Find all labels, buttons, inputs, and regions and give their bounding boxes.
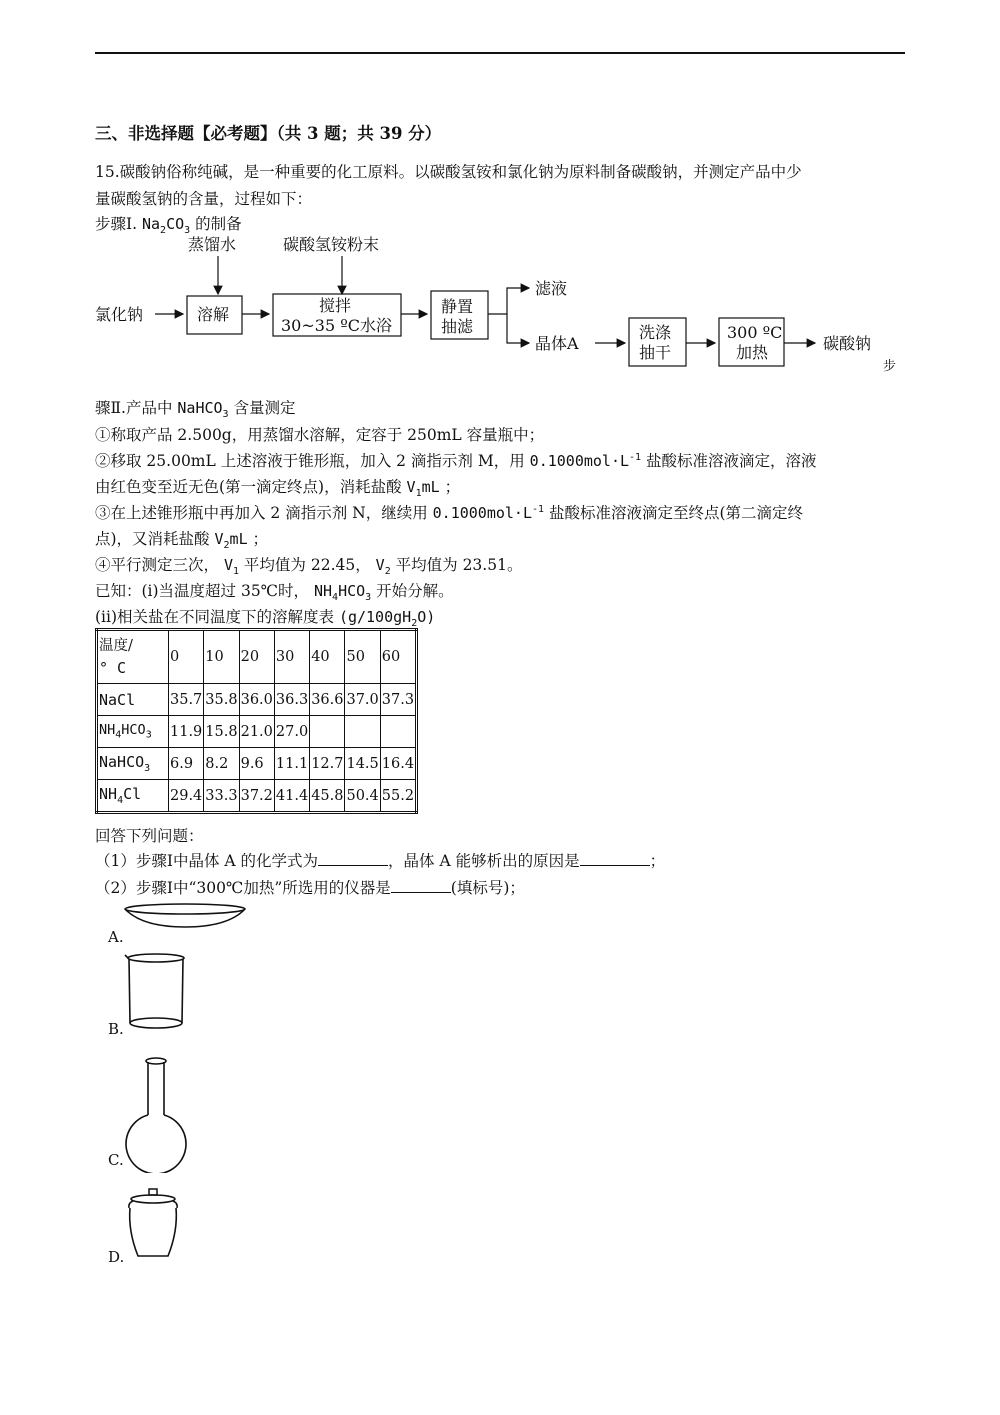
answer-blank-2[interactable] (580, 851, 650, 866)
answer-blank-3[interactable] (391, 878, 451, 893)
value-cell: 16.4 (380, 748, 416, 780)
arrow-crystal (507, 314, 529, 343)
round-bottom-flask-icon (124, 1055, 190, 1173)
temp-cell: 50 (345, 630, 380, 684)
flow-filtrate: 滤液 (535, 279, 568, 298)
step2-item2-line2: 由红色变至近无色(第一滴定终点)，消耗盐酸 $V_1mL$ ； (95, 478, 461, 499)
flow-product: 碳酸钠 (823, 334, 872, 353)
value-cell: 21.0 (239, 716, 274, 748)
value-cell: 55.2 (380, 780, 416, 813)
box-stir-label1: 搅拌 (319, 296, 352, 315)
flow-start-nacl: 氯化钠 (95, 305, 144, 324)
value-cell: 12.7 (310, 748, 345, 780)
value-cell: 29.4 (169, 780, 204, 813)
salt-name-cell: $NH_4HCO_3$ (97, 716, 169, 748)
value-cell: 11.9 (169, 716, 204, 748)
box-heat-label2: 加热 (736, 343, 769, 362)
value-cell: 27.0 (274, 716, 309, 748)
step2-title: 骤Ⅱ.产品中 NaHCO$_3$ 含量测定 (95, 399, 296, 420)
value-cell: 50.4 (345, 780, 380, 813)
value-cell: 37.3 (380, 684, 416, 716)
q15-intro-line2: 量碳酸氢钠的含量，过程如下： (95, 190, 313, 208)
value-cell: 36.3 (274, 684, 309, 716)
box-dissolve-label: 溶解 (197, 305, 230, 324)
value-cell: 33.3 (204, 780, 239, 813)
option-d-label[interactable]: D. (108, 1248, 125, 1266)
value-cell: 9.6 (239, 748, 274, 780)
option-b-label[interactable]: B. (108, 1020, 124, 1038)
process-flow-diagram (95, 234, 905, 384)
value-cell: 36.6 (310, 684, 345, 716)
flow-input-water: 蒸馏水 (188, 235, 237, 254)
flow-trail-text: 步 (883, 359, 897, 374)
solubility-table (95, 628, 418, 814)
value-cell: 14.5 (345, 748, 380, 780)
table-row (97, 780, 417, 813)
step1-title: 步骤Ⅰ. $Na_2CO_3$ 的制备 (95, 215, 242, 236)
value-cell: 36.0 (239, 684, 274, 716)
box-heat-label1: 300 ºC (727, 323, 783, 342)
value-cell: 45.8 (310, 780, 345, 813)
salt-name-cell: NaHCO$_3$ (97, 748, 169, 780)
question-2: （2）步骤Ⅰ中“300℃加热”所选用的仪器是 (填标号)； (95, 879, 525, 897)
value-cell: 37.2 (239, 780, 274, 813)
box-filter-label1: 静置 (441, 297, 474, 316)
value-cell: 37.0 (345, 684, 380, 716)
flow-crystal-a: 晶体A (535, 334, 579, 353)
value-cell: 11.1 (274, 748, 309, 780)
value-cell (380, 716, 416, 748)
arrow-filtrate (488, 288, 529, 314)
answer-prompt: 回答下列问题： (95, 827, 204, 845)
value-cell (310, 716, 345, 748)
step2-item3-line1: ③在上述锥形瓶中再加入 2 滴指示剂 N，继续用 $0.1000mol\cdot L^{-1}$ 盐酸标准溶液滴定至终点(第二滴定终 (95, 504, 804, 522)
known-2: (ii)相关盐在不同温度下的溶解度表 $(g/100gH_2O)$ (95, 608, 436, 629)
header-rule (95, 52, 905, 54)
temp-cell: 0 (169, 630, 204, 684)
header-cell: 温度/ ° C (97, 630, 169, 684)
table-header-row (97, 630, 417, 684)
salt-name-cell: $NH_4Cl$ (97, 780, 169, 813)
box-stir-label2: 30~35 ºC水浴 (281, 316, 392, 335)
salt-name-cell: NaCl (97, 684, 169, 716)
value-cell: 15.8 (204, 716, 239, 748)
option-a-label[interactable]: A. (108, 928, 124, 946)
temp-cell: 10 (204, 630, 239, 684)
value-cell: 35.8 (204, 684, 239, 716)
temp-cell: 30 (274, 630, 309, 684)
table-row (97, 684, 417, 716)
known-1: 已知：(i)当温度超过 35℃时， $NH_4HCO_3$ 开始分解。 (95, 582, 454, 603)
question-1: （1）步骤Ⅰ中晶体 A 的化学式为 ，晶体 A 能够析出的原因是 ； (95, 852, 666, 870)
box-filter-label2: 抽滤 (441, 317, 474, 336)
crucible-icon (124, 1186, 184, 1262)
section-title: 三、非选择题【必考题】（共 3 题；共 39 分） (95, 124, 442, 143)
temp-cell: 40 (310, 630, 345, 684)
beaker-icon (122, 950, 192, 1032)
option-c-label[interactable]: C. (108, 1151, 124, 1169)
box-wash-label1: 洗涤 (639, 323, 672, 342)
step2-item1: ①称取产品 2.500g，用蒸馏水溶解，定容于 250mL 容量瓶中； (95, 426, 545, 444)
q15-intro-line1: 15.碳酸钠俗称纯碱，是一种重要的化工原料。以碳酸氢铵和氯化钠为原料制备碳酸钠，并测定产品中少 (95, 163, 802, 181)
value-cell: 41.4 (274, 780, 309, 813)
box-wash-label2: 抽干 (639, 343, 672, 362)
temp-cell: 60 (380, 630, 416, 684)
step2-item2-line1: ②移取 25.00mL 上述溶液于锥形瓶，加入 2 滴指示剂 M，用 $0.1000mol\cdot L^{-1}$ 盐酸标准溶液滴定，溶液 (95, 452, 817, 470)
table-row (97, 716, 417, 748)
value-cell: 8.2 (204, 748, 239, 780)
evaporating-dish-icon (122, 900, 252, 930)
step2-item4: ④平行测定三次， $V_1$ 平均值为 22.45， $V_2$ 平均值为 23.51。 (95, 556, 523, 577)
step2-item3-line2: 点)，又消耗盐酸 $V_2mL$ ； (95, 530, 269, 551)
value-cell (345, 716, 380, 748)
flow-input-powder: 碳酸氢铵粉末 (283, 235, 380, 254)
table-row (97, 748, 417, 780)
value-cell: 6.9 (169, 748, 204, 780)
value-cell: 35.7 (169, 684, 204, 716)
answer-blank-1[interactable] (318, 851, 388, 866)
temp-cell: 20 (239, 630, 274, 684)
